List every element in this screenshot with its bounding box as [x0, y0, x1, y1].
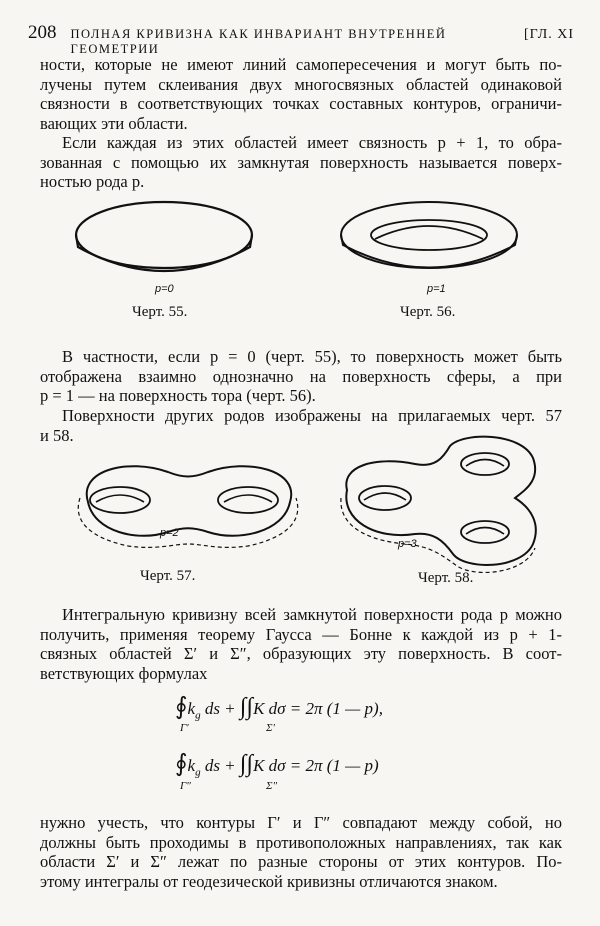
text-line: вающих эти области. — [40, 113, 188, 133]
formula-2-rhs: K dσ = 2π (1 — p) — [253, 756, 379, 775]
formula-1-rhs: K dσ = 2π (1 — p), — [253, 699, 383, 718]
paragraph-1 — [40, 55, 562, 133]
figure-55-disk — [72, 195, 257, 295]
contour-integral-sign: ∮ — [175, 751, 188, 777]
page-number: 208 — [28, 22, 57, 43]
formula-2-contour-sub: Γ″ — [180, 780, 191, 792]
paragraph-5 — [40, 605, 562, 683]
contour-integral-sign: ∮ — [175, 694, 188, 720]
figure-57-caption: Черт. 57. — [140, 568, 196, 584]
figure-56-torus — [335, 195, 525, 290]
formula-2-region-sub: Σ″ — [266, 780, 278, 792]
text-line: получить, применяя теорему Гаусса — Бонне к каждой из p + 1- — [40, 624, 562, 644]
paragraph-6 — [40, 813, 562, 891]
text-line: В частности, если p = 0 (черт. 55), то поверхность может быть — [62, 347, 562, 366]
formula-1 — [175, 692, 383, 721]
figure-55-caption: Черт. 55. — [132, 304, 188, 320]
text-line: связных областей Σ′ и Σ″, образующих эту поверхность. В соот- — [40, 644, 562, 663]
chapter-ref: [ГЛ. XI — [524, 27, 574, 42]
formula-1-kg: $k_g$ ds + — [187, 699, 236, 722]
text-line: зованная с помощью их замкнутая поверхность называется поверх- — [40, 152, 562, 172]
figure-56-caption: Черт. 56. — [400, 304, 456, 320]
figure-58-label: p=3 — [398, 538, 417, 550]
formula-2-kg: $k_g$ ds + — [187, 756, 236, 779]
text-line: Интегральную кривизну всей замкнутой поверхности рода p можно — [62, 605, 562, 624]
formula-1-region-sub: Σ′ — [266, 722, 275, 734]
figure-55-label: p=0 — [155, 283, 174, 295]
running-header — [28, 22, 574, 57]
text-line: нужно учесть, что контуры Γ′ и Γ″ совпадают между собой, но — [40, 813, 562, 832]
figure-57-double-torus — [68, 450, 308, 560]
text-line: отображена взаимно однозначно на поверхность сферы, а при — [40, 366, 562, 386]
text-line: связности в соответствующих точках составных контуров, ограничи- — [40, 94, 562, 113]
paragraph-3 — [40, 347, 562, 406]
text-line: этому интегралы от геодезической кривизны отличаются знаком. — [40, 871, 498, 891]
text-line: ветствующих формулах — [40, 663, 208, 683]
double-integral-sign: ∫∫ — [239, 694, 254, 720]
formula-1-contour-sub: Γ′ — [180, 722, 189, 734]
text-line: ностью рода p. — [40, 172, 145, 191]
text-line: и 58. — [40, 425, 74, 445]
text-line: p = 1 — на поверхность тора (черт. 56). — [40, 386, 316, 405]
text-line: должны быть проходимы в противоположных направлениях, так как — [40, 832, 562, 852]
figure-56-label: p=1 — [427, 283, 446, 295]
text-line: Если каждая из этих областей имеет связность p + 1, то обра- — [62, 133, 562, 152]
text-line: области Σ′ и Σ″ лежат по разные стороны от этих контуров. По- — [40, 852, 562, 871]
paragraph-2 — [40, 133, 562, 192]
running-title: ПОЛНАЯ КРИВИЗНА КАК ИНВАРИАНТ ВНУТРЕННЕЙ ГЕОМЕТРИИ — [70, 27, 447, 56]
double-integral-sign: ∫∫ — [239, 751, 254, 777]
figure-57-label: p=2 — [160, 527, 179, 539]
figure-58-caption: Черт. 58. — [418, 570, 474, 586]
figure-58-triple-torus — [335, 428, 545, 578]
text-line: ности, которые не имеют линий самопересечения и могут быть по- — [40, 55, 562, 74]
formula-2 — [175, 749, 379, 778]
text-line: Поверхности других родов изображены на прилагаемых черт. 57 — [62, 406, 562, 425]
text-line: лучены путем склеивания двух многосвязных областей одинаковой — [40, 74, 562, 94]
